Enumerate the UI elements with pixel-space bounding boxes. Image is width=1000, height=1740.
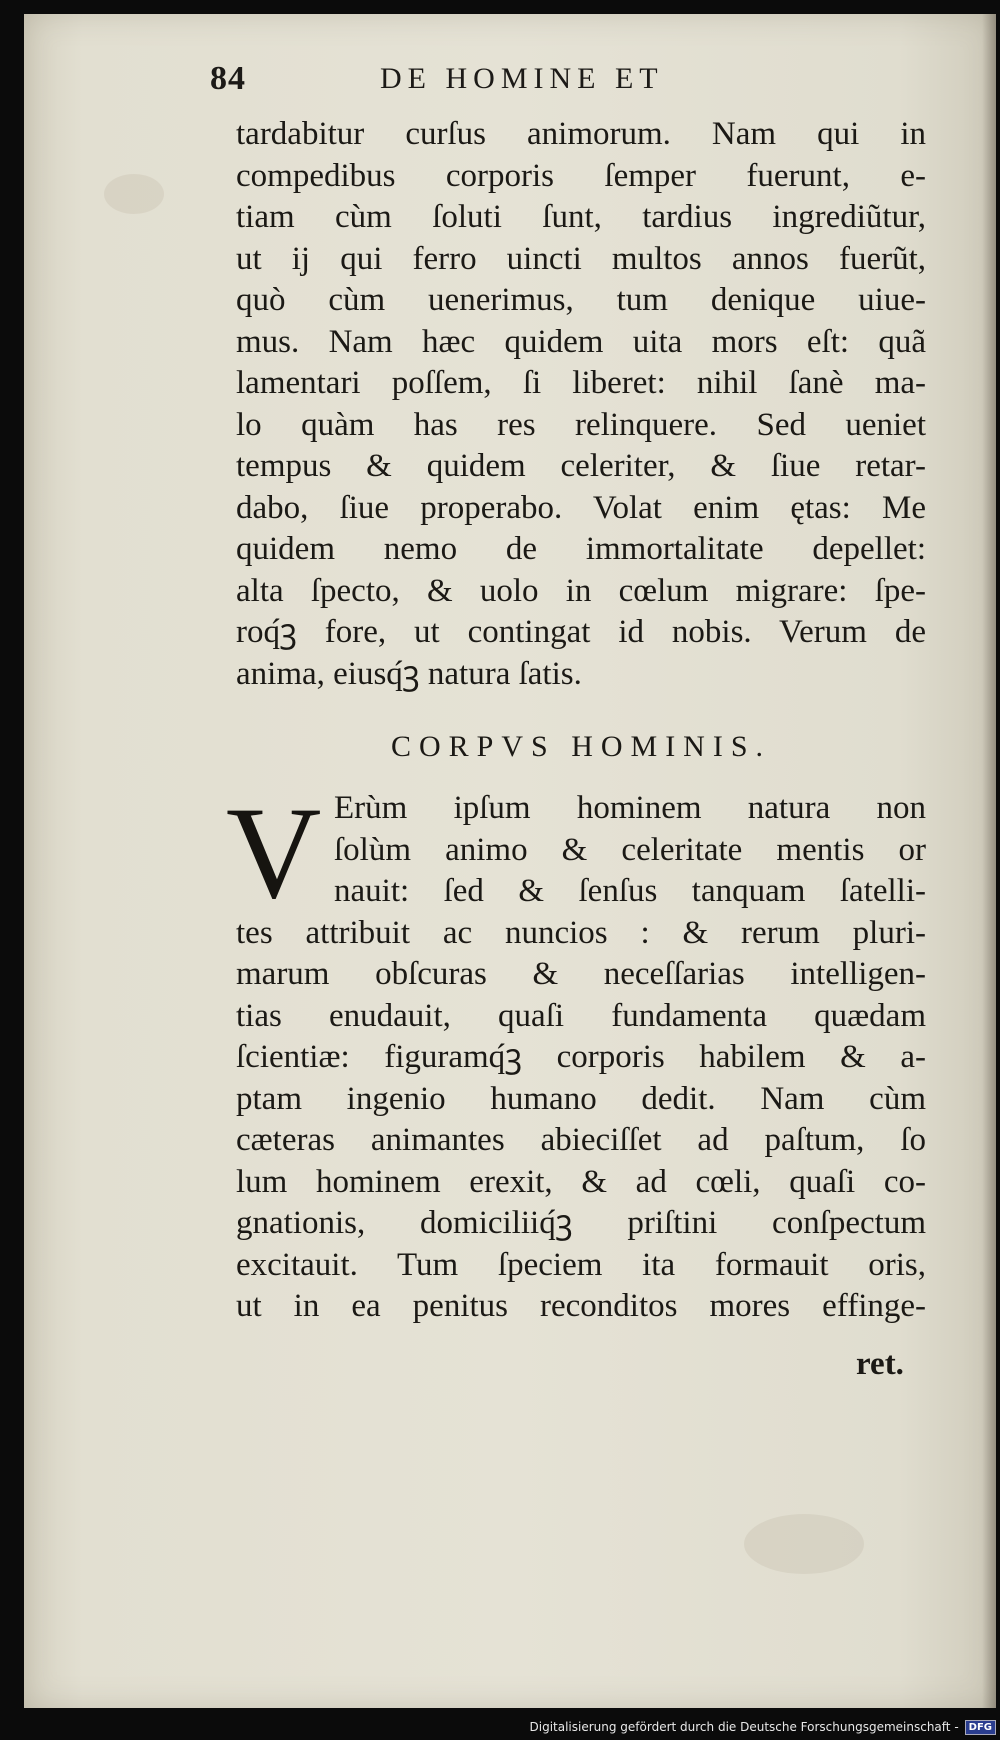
text-line: compedibus corporis ſemper fuerunt, e- xyxy=(236,157,926,194)
text-line: dabo, ſiue properabo. Volat enim ętas: Me xyxy=(236,489,926,526)
text-line: quidem nemo de immortalitate depellet: xyxy=(236,531,926,567)
page-edge-shadow xyxy=(982,14,996,1708)
text-line: marum obſcuras & neceſſarias intelligen- xyxy=(236,956,926,992)
paper-smudge xyxy=(744,1514,864,1574)
text-line: lum hominem erexit, & ad cœli, quaſi co- xyxy=(236,1163,926,1200)
digitization-credit xyxy=(530,1716,997,1738)
text-line: tias enudauit, quaſi fundamenta quædam xyxy=(236,997,926,1034)
text-line: ut ij qui ferro uincti multos annos fuerũt, xyxy=(236,240,926,277)
text-line: roq́ꝫ fore, ut contingat id nobis. Verum de xyxy=(236,614,926,650)
paragraph-2 xyxy=(236,913,926,1328)
text-line: anima, eiusq́ꝫ natura ſatis. xyxy=(236,655,582,692)
text-line: tes attribuit ac nuncios : & rerum pluri- xyxy=(236,914,926,951)
text-line: ptam ingenio humano dedit. Nam cùm xyxy=(236,1080,926,1117)
text-line: lo quàm has res relinquere. Sed ueniet xyxy=(236,406,926,443)
text-line: tardabitur curſus animorum. Nam qui in xyxy=(236,116,926,152)
paragraph-1 xyxy=(236,114,926,695)
text-line: Erùm ipſum hominem natura non xyxy=(334,790,926,826)
page-number: 84 xyxy=(210,60,246,97)
paper-smudge xyxy=(104,174,164,214)
text-line: mus. Nam hæc quidem uita mors eſt: quã xyxy=(236,323,926,360)
paragraph-2-indented xyxy=(334,788,926,913)
text-line: tiam cùm ſoluti ſunt, tardius ingrediũtur, xyxy=(236,199,926,235)
catchword: ret. xyxy=(856,1346,904,1382)
text-line: excitauit. Tum ſpeciem ita formauit oris, xyxy=(236,1246,926,1283)
text-line: alta ſpecto, & uolo in cœlum migrare: ſpe- xyxy=(236,572,926,609)
text-line: nauit: ſed & ſenſus tanquam ſatelli- xyxy=(334,873,926,909)
text-line: ſolùm animo & celeritate mentis or xyxy=(334,831,926,868)
section-heading: CORPVS HOMINIS. xyxy=(390,730,772,763)
drop-cap-initial: V xyxy=(226,779,322,926)
text-line: cæteras animantes abieciſſet ad paſtum, ſo xyxy=(236,1122,926,1158)
credit-text: Digitalisierung gefördert durch die Deutsche Forschungsgemeinschaft - xyxy=(529,1720,959,1734)
running-head xyxy=(210,60,810,106)
text-line: quò cùm uenerimus, tum denique uiue- xyxy=(236,282,926,318)
text-line: tempus & quidem celeriter, & ſiue retar- xyxy=(236,448,926,484)
text-line: ſcientiæ: figuramq́ꝫ corporis habilem & a- xyxy=(236,1039,926,1075)
text-line: gnationis, domiciliiq́ꝫ priſtini conſpectum xyxy=(236,1205,926,1241)
text-line: ut in ea penitus reconditos mores effinge- xyxy=(236,1288,926,1324)
text-line: lamentari poſſem, ſi liberet: nihil ſanè ma- xyxy=(236,365,926,401)
running-title: DE HOMINE ET xyxy=(380,62,664,95)
dfg-logo-icon: DFG xyxy=(965,1720,996,1735)
